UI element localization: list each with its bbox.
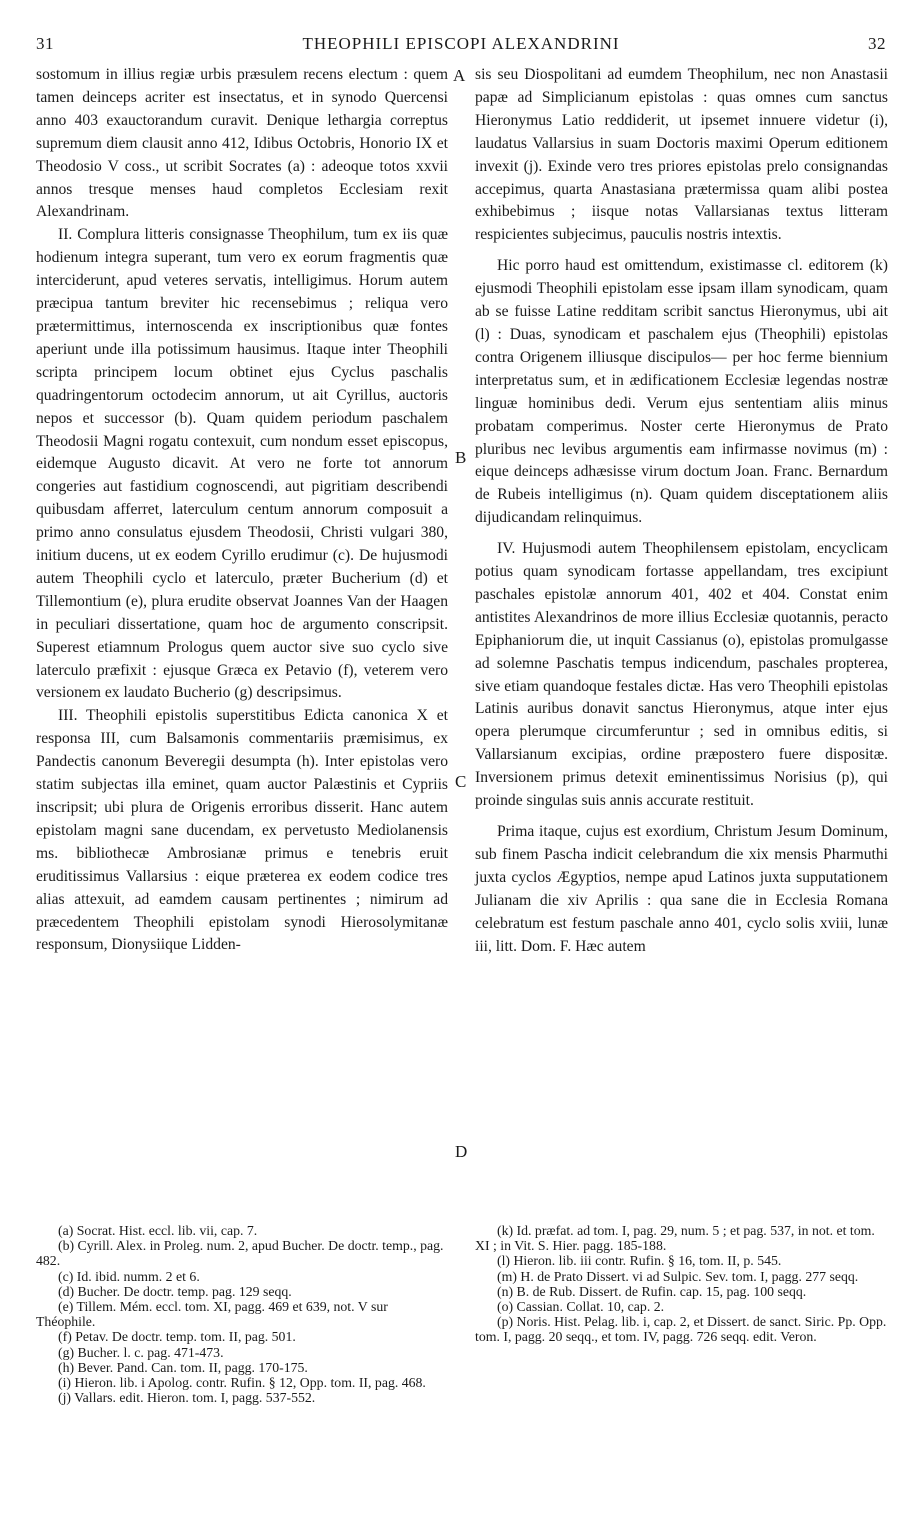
footnote-b: (b) Cyrill. Alex. in Proleg. num. 2, apud Bucher. De doctr. temp., pag. 482. <box>36 1238 444 1269</box>
left-paragraph-2: II. Complura litteris consignasse Theophilum, tum ex iis quæ hodienum integra superant, tum vero ex eorum fragmentis quæ interciderunt, apud veteres servatis, intelligimus. Horum autem præcipua tantum breviter hic recensebimus ; reliqua vero prætermittimus, internoscenda ex inscriptionibus quæ fontes aperiunt unde illa potissimum hausimus. Itaque inter Theophili scripta principem locum obtinet ejus Cyclus paschalis quadringentorum octodecim annorum, ut ait Cyrillus, auctoris nepos et successor (b). Quam quidem periodum paschalem Theodosii Magni rogatu contexuit, cum nondum esset episcopus, eidemque Augusto dicavit. At vero ne forte tot annorum congeries aut fastidium cognoscendi, aut pigritiam describendi quibusdam afferret, laterculum centum annorum composuit a primo anno consulatus ejusdem Theodosii, Christi vulgari 380, initium ducens, ut ex eodem Cyrillo erudimur (c). De hujusmodi autem Theophili cyclo et laterculo, præter Bucherium (d) et Tillemontium (e), plura erudite observat Joannes Van der Haagen in peculiari dissertatione, quam hoc de argumento conscripsit. Superest etiamnum Prologus quem auctor sive suo cyclo sive laterculo præfixit : ejusque Græca ex Petavio (f), veterem vero versionem ex laudato Bucherio (g) descripsimus. <box>36 226 448 702</box>
footnote-h: (h) Bever. Pand. Can. tom. II, pagg. 170-175. <box>58 1359 308 1375</box>
footnote-e: (e) Tillem. Mém. eccl. tom. XI, pagg. 469 et 639, not. V sur Théophile. <box>36 1299 388 1330</box>
margin-letter-a: A <box>453 66 466 85</box>
right-text-column <box>475 64 888 958</box>
footnote-m: (m) H. de Prato Dissert. vi ad Sulpic. Sev. tom. I, pagg. 277 seqq. <box>497 1268 859 1284</box>
margin-letter-b: B <box>455 448 467 467</box>
left-paragraph-1: sostomum in illius regiæ urbis præsulem recens electum : quem tamen deinceps acriter est insectatus, et in synodo Quercensi anno 403 exauctorandum curavit. Denique lethargia correptus supremum diem clausit anno 412, Idibus Octobris, Honorio IX et Theodosio V coss., ut scribit Socrates (a) : adeoque totos xxvii annos tresque menses haud completos Ecclesiam rexit Alexandrinam. <box>36 66 448 221</box>
left-text-column <box>36 64 448 957</box>
footnote-g: (g) Bucher. l. c. pag. 471-473. <box>58 1344 224 1360</box>
footnote-p: (p) Noris. Hist. Pelag. lib. i, cap. 2, et Dissert. de sanct. Siric. Pp. Opp. tom. I, pagg. 20 seqq., et tom. IV, pagg. 726 seqq. edit. Veron. <box>475 1314 887 1345</box>
footnote-j: (j) Vallars. edit. Hieron. tom. I, pagg. 537-552. <box>58 1390 316 1406</box>
right-footnotes <box>475 1223 888 1345</box>
footnote-i: (i) Hieron. lib. i Apolog. contr. Rufin. § 12, Opp. tom. II, pag. 468. <box>58 1375 426 1391</box>
footnote-l: (l) Hieron. lib. iii contr. Rufin. § 16, tom. II, p. 545. <box>497 1253 782 1269</box>
footnote-n: (n) B. de Rub. Dissert. de Rufin. cap. 15, pag. 100 seqq. <box>497 1283 807 1299</box>
footnote-d: (d) Bucher. De doctr. temp. pag. 129 seqq. <box>58 1283 292 1299</box>
running-header <box>36 34 886 58</box>
footnote-o: (o) Cassian. Collat. 10, cap. 2. <box>497 1299 665 1315</box>
margin-letter-c: C <box>455 772 467 791</box>
footnote-f: (f) Petav. De doctr. temp. tom. II, pag. 501. <box>58 1329 296 1345</box>
left-paragraph-3: III. Theophili epistolis superstitibus Edicta canonica X et responsa III, cum Balsamonis commentariis præmisimus, ex Pandectis canonum Beveregii desumpta (h). Inter epistolas vero statim subjectas illa eminet, quam auctor Palæstinis et Cypriis inscripsit; ubi plura de Origenis erroribus disserit. Hanc autem epistolam magni sane ducendam, ex pervetusto Mediolanensis ms. bibliothecæ Ambrosianæ primus e tenebris eruit eruditissimus Vallarsius : eique præterea ex eodem codice tres alias attexuit, ad eamdem causam pertinentes ; nimirum ad præcedentem Theophili epistolam synodi Hierosolymitanæ responsum, Dionysiique Lidden- <box>36 707 448 954</box>
right-paragraph-4: Prima itaque, cujus est exordium, Christum Jesum Dominum, sub finem Pascha indicit celebrandum die xix mensis Pharmuthi juxta cyclos Ægyptios, nempe apud Latinos juxta supputationem Julianam die xiv Aprilis : qua sane die in Ecclesia Romana celebratum est festum paschale anno 401, cyclo solis xviii, lunæ iii, litt. Dom. F. Hæc autem <box>475 823 888 955</box>
right-paragraph-1: sis seu Diospolitani ad eumdem Theophilum, nec non Anastasii papæ ad Simplicianum epistolas : quas omnes cum sanctus Hieronymus Latio reddiderit, ut ipsemet innuere videtur (i), laudatus Vallarsius in suam Doctoris maximi Operum editionem invexit (j). Exinde vero tres priores epistolas prelo consignandas accepimus, quarta Anastasiana prætermissa quam alibi postea exhibebimus ; iisque notas Vallarsianas textus litteram respicientes subjecimus, pauculis nostris intextis. <box>475 66 888 244</box>
footnote-k: (k) Id. præfat. ad tom. I, pag. 29, num. 5 ; et pag. 537, in not. et tom. XI ; in Vit. S. Hier. pagg. 185-188. <box>475 1223 875 1254</box>
right-paragraph-3: IV. Hujusmodi autem Theophilensem epistolam, encyclicam potius quam synodicam fortasse appellandam, tres excipiunt paschales epistolæ annorum 401, 402 et 404. Constat enim antistites Alexandrinos de more illius Ecclesiæ quotannis, peracto Epiphaniorum die, ut inquit Cassianus (o), epistolas promulgasse ad solemne Paschatis tempus indicendum, paschales propterea, sive etiam quandoque festales dictæ. Has vero Theophili epistolas Latinis auribus donavit sanctus Hieronymus, atque inter ejus opera plerumque circumferuntur ; sed in omnibus editis, si Vallarsianum excipias, ordine præpostero fuere dispositæ. Inversionem primus detexit eminentissimus Norisius (p), qui proinde singulas suis annis accurate restituit. <box>475 540 888 810</box>
page-number-right: 32 <box>868 34 886 53</box>
margin-letter-d: D <box>455 1142 468 1161</box>
footnote-c: (c) Id. ibid. numm. 2 et 6. <box>58 1268 200 1284</box>
running-title: THEOPHILI EPISCOPI ALEXANDRINI <box>302 34 620 53</box>
footnote-a: (a) Socrat. Hist. eccl. lib. vii, cap. 7. <box>58 1223 258 1238</box>
left-footnotes <box>36 1223 450 1405</box>
page-number-left: 31 <box>36 34 54 53</box>
right-paragraph-2: Hic porro haud est omittendum, existimasse cl. editorem (k) ejusmodi Theophili epistolam esse ipsam illam synodicam, quam ab se fuisse Latine redditam scribit sanctus Hieronymus, ubi ait (l) : Duas, synodicam et paschalem ejus (Theophili) epistolas contra Origenem illiusque discipulos— per hoc ferme biennium interpretatus sum, et in ædificationem Ecclesiæ legendas nostræ linguæ hominibus dedi. Verum ejus sententiam aliis minus probatam comperimus. Noster certe Hieronymus de Prato pluribus nec levibus argumentis eam infirmasse novimus (m) : eique deinceps adhæsisse virum doctum Joan. Franc. Bernardum de Rubeis intelligimus (n). Quam quidem disceptationem aliis dijudicandam relinquimus. <box>475 257 888 527</box>
